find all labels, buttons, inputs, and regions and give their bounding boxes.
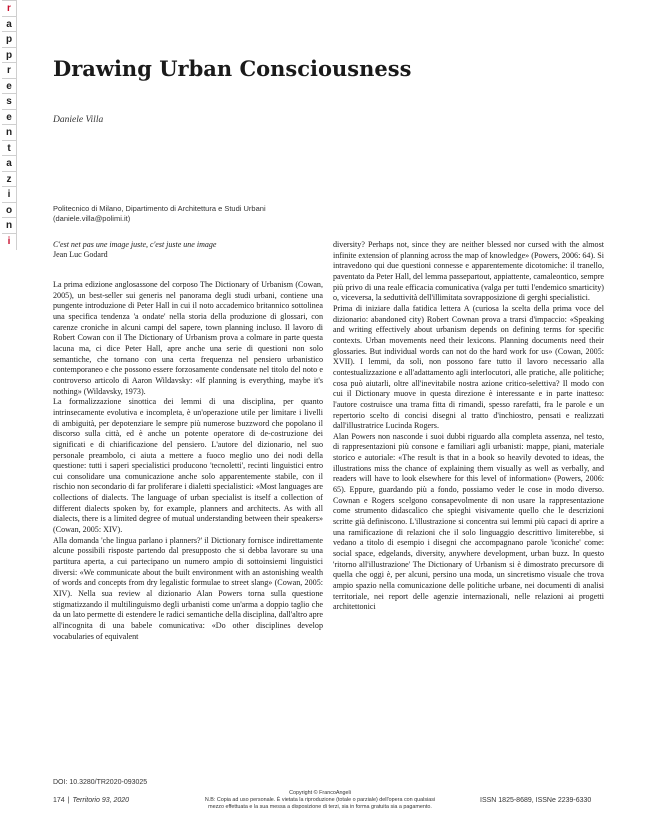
sidebar-letter: s xyxy=(6,96,12,107)
sidebar-letter: a xyxy=(6,18,12,30)
sidebar-letter: e xyxy=(6,111,12,123)
paragraph: Alla domanda 'che lingua parlano i planners?' il Dictionary fornisce indirettamente alcune possibili risposte partendo dal presupposto che si debba lavorare su una partitura aperta, a cui partecipano un numero ampio di sottoinsiemi linguistici diversi: «We communicate about the built environment with an astonishing wealth of words and concepts from dry legalistic formulae to street slang» (Cowan, 2005: XIV). Nella sua review al dizionario Alan Powers torna sulla questione stigmatizzando il multilinguismo degli urbanisti come un'arma a doppio taglio che da un lato permette di estendere le radici semantiche della disciplina, dall'altro apre all'incognita di una babele comunicativa: «Do other disciplines develop vocabularies of equivalent xyxy=(53,535,323,641)
sidebar-letter: i xyxy=(7,189,11,200)
sidebar-divider xyxy=(2,78,16,79)
sidebar-letter: o xyxy=(5,204,13,216)
article-title: Drawing Urban Consciousness xyxy=(53,56,412,81)
sidebar-letter: n xyxy=(5,127,13,138)
sidebar-letter: n xyxy=(5,220,13,231)
sidebar-divider xyxy=(2,109,16,110)
paragraph: Prima di iniziare dalla fatidica lettera A (curiosa la scelta della prima voce del dizionario: abandoned city) Robert Cownan prova a trarsi d'impaccio: «Speaking and writing effectively about urbanism depends on defining terms for specific contexts. Urban movements need their lexicons. Planning documents need their glossaries. But individual words can not do the hard work for us» (Cowan, 2005: XVII). I lemmi, da soli, non possono fare tutto il lavoro necessario alla contestualizzazione e all'adattamento agli interlocutori, alle pratiche, alle politiche; cosa può aiutarli, oltre all'inevitabile nostra azione critico-selettiva? Il modo con cui il Dictionary muove in questa direzione è interessante e in parte inatteso: l'autore costruisce una trama fitta di rimandi, spesso rarefatti, fra le parole e un repertorio scelto di concisi disegni al tratto d'inchiostro, pensati e realizzati dall'illustratrice Lucinda Rogers. xyxy=(333,303,604,431)
sidebar-divider xyxy=(2,140,16,141)
sidebar-letter: r xyxy=(7,3,11,14)
sidebar-divider xyxy=(2,155,16,156)
sidebar-letter: p xyxy=(5,34,13,45)
sidebar-letter: z xyxy=(6,173,12,185)
sidebar-divider xyxy=(2,124,16,125)
body-column-right xyxy=(333,240,604,613)
paragraph: La prima edizione anglosassone del corposo The Dictionary of Urbanism (Cowan, 2005), un best-seller sui generis nel panorama degli studi urbani, contiene una pungente introduzione di Peter Hall in cui il noto accademico britannico sottolinea una specifica tendenza 'a ondate' nella storia della produzione di glossari, con carenze croniche in alcuni campi del sapere, town planning incluso. Il lavoro di Robert Cowan con il The Dictionary of Urbanism prova a colmare in parte questa lacuna ma, ci dice Peter Hall, apre anche una serie di questioni non solo semantiche, che tornano con una certa frequenza nel pensiero urbanistico contemporaneo e che possono essere forzosamente condensate nel titolo del noto e controverso articolo di Aaron Wildavsky: «If planning is everything, maybe it's nothing» (Wildavsky, 1973). xyxy=(53,280,323,396)
paragraph: La formalizzazione sinottica dei lemmi di una disciplina, per quanto intrinsecamente evolutiva e incompleta, è un'operazione utile per limitare i livelli di ambiguità, per depotenziare le sempre più numerose buzzword che popolano il discorso sulla città, ed è anche un potente operatore di de-costruzione dei significati e di chiarificazione del pensiero. L'autore del dizionario, nel suo personale preambolo, ci aiuta a mettere a fuoco meglio uno dei nodi della questione: tutti i saperi specialistici producono 'tecnoletti', recinti linguistici entro cui consolidare una comunicazione anche solo apparentemente stabile, con il rischio non secondario di far proliferare i dialetti specialistici: «Most languages are collections of dialects. The language of urban specialist is itself a collection of different dialects spoken by, for example, planners and architects. As with all dialects, there is a limited degree of mutual understanding between their speakers» (Cowan, 2005: XIV). xyxy=(53,397,323,535)
sidebar-divider xyxy=(2,171,16,172)
sidebar-letter: p xyxy=(5,49,13,61)
epigraph-author: Jean Luc Godard xyxy=(53,250,108,259)
sidebar-divider xyxy=(2,233,16,234)
epigraph-quote: C'est net pas une image juste, c'est juste une image xyxy=(53,240,217,249)
issn: ISSN 1825-8689, ISSNe 2239-6330 xyxy=(480,797,592,804)
copyright-line: Copyright © FrancoAngeli xyxy=(289,790,351,796)
sidebar-divider xyxy=(2,186,16,187)
folio: 174 | Territorio 93, 2020 xyxy=(53,797,130,804)
sidebar-letter: i xyxy=(7,235,11,247)
paragraph: diversity? Perhaps not, since they are neither blessed nor cursed with the almost infinite extension of planning across the map of knowledge» (Powers, 2006: 64). Si intravedono qui due questioni connesse e apparentemente dicotomiche: il tranello, paventato da Peter Hall, del lemma passepartout, appiattente, camaleontico, sempre più privo di una reale efficacia comunicativa (valga per tutti l'endemico smarticity) o, viceversa, la seduttività dell'illimitata sovrapposizione di gerghi specialistici. xyxy=(333,240,604,303)
sidebar-divider xyxy=(2,62,16,63)
journal-issue: Territorio 93, 2020 xyxy=(72,797,130,804)
sidebar-letter: a xyxy=(6,158,12,169)
sidebar-divider xyxy=(2,47,16,48)
sidebar-divider xyxy=(2,0,16,1)
sidebar-letter: t xyxy=(7,142,11,154)
article-author: Daniele Villa xyxy=(53,115,104,125)
copyright-notice xyxy=(170,790,470,811)
copyright-line: mezzo effettuata e la sua messa a disposizione di terzi, sia in forma gratuita sia a pagamento. xyxy=(208,804,432,810)
sidebar-letter: r xyxy=(7,65,11,76)
paragraph: Alan Powers non nasconde i suoi dubbi riguardo alla completa assenza, nel testo, di rappresentazioni più consone e familiari agli urbanisti: mappe, piani, materiale storico e autoriale: «The result is that in a book so heavily devoted to ideas, the illustrations miss the chance of explaining them visually as well as verbally, and readers will have to look elsewhere for this level of information» (Powers, 2006: 65). Eppure, guardando più a fondo, possiamo veder le cose in modo diverso. Cownan e Rogers scelgono consapevolmente di non usare la rappresentazione come strumento didascalico che spieghi visivamente quello che le descrizioni scritte già definiscono. L'illustrazione si concentra sui lemmi più capaci di aprire a una ramificazione di relazioni che il solo linguaggio descrittivo limiterebbe, si vedano a titolo di esempio i disegni che accompagnano parole 'iconiche' come: social space, edgelands, diversity, anywhere development, urban buzz. In questo 'ritorno all'illustrazione' The Dictionary of Urbanism si è dimostrato precursore di quella che oggi è, per alcuni, persino una moda, un sincretismo visuale che trova ampio spazio nella comunicazione delle politiche urbane, nei documenti di analisi territoriale, nei report delle agenzie internazionali, nelle relazioni ai progetti architettonici xyxy=(333,431,604,612)
sidebar-divider xyxy=(2,31,16,32)
epigraph xyxy=(53,240,323,260)
sidebar-divider xyxy=(2,16,16,17)
sidebar-divider xyxy=(2,93,16,94)
sidebar-divider xyxy=(2,202,16,203)
copyright-line: N.B: Copia ad uso personale. È vietata la riproduzione (totale o parziale) dell'opera con qualsiasi xyxy=(204,797,436,803)
page-number: 174 xyxy=(53,797,65,804)
body-column-left xyxy=(53,280,323,642)
doi: DOI: 10.3280/TR2020-093025 xyxy=(53,779,148,786)
sidebar-divider xyxy=(2,217,16,218)
sidebar-letter: e xyxy=(6,80,12,92)
author-affiliation: Politecnico di Milano, Dipartimento di Architettura e Studi Urbani (daniele.villa@polimi.it) xyxy=(53,204,266,223)
section-sidebar xyxy=(2,0,17,250)
